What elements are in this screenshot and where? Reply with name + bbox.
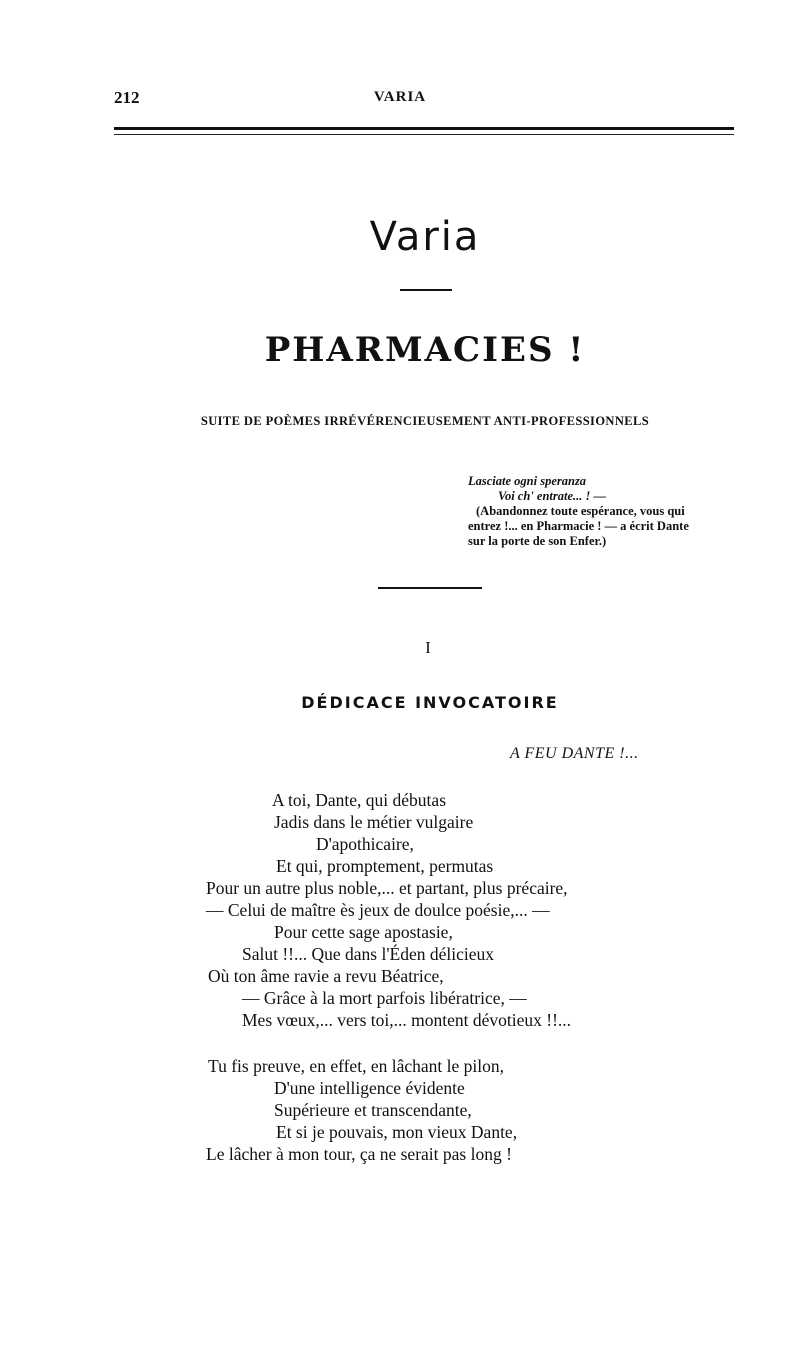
verse: Tu fis preuve, en effet, en lâchant le pilon, <box>208 1056 504 1076</box>
verse: Pour cette sage apostasie, <box>274 922 453 942</box>
poem-dedication: A FEU DANTE !... <box>510 745 639 762</box>
page-number: 212 <box>114 88 140 107</box>
epigraph-italic-line: Lasciate ogni speranza <box>468 474 587 488</box>
stanza-1 <box>206 789 766 1031</box>
header-rule-thick <box>114 127 734 130</box>
running-title: VARIA <box>373 89 427 105</box>
section-title: Varia <box>369 214 481 260</box>
section-separator <box>378 587 482 589</box>
header-rule-thin <box>114 134 734 135</box>
verse: A toi, Dante, qui débutas <box>272 790 447 810</box>
title-divider <box>400 289 452 291</box>
subtitle: SUITE DE POÈMES IRRÉVÉRENCIEUSEMENT ANTI-PROFESSIONNELS <box>200 414 650 428</box>
epigraph-line: entrez !... en Pharmacie ! — a écrit Dante <box>468 519 689 533</box>
verse: Pour un autre plus noble,... et partant, plus précaire, <box>206 878 568 898</box>
part-number: I <box>425 638 431 657</box>
verse: Jadis dans le métier vulgaire <box>274 812 474 832</box>
epigraph-italic-line: Voi ch' entrate... ! — <box>498 489 606 503</box>
verse: — Grâce à la mort parfois libératrice, — <box>242 988 527 1008</box>
main-title: PHARMACIES ! <box>264 330 586 370</box>
verse: Mes vœux,... vers toi,... montent dévotieux !!... <box>242 1010 572 1030</box>
verse: — Celui de maître ès jeux de doulce poésie,... — <box>206 900 550 920</box>
epigraph <box>468 474 758 549</box>
verse: D'apothicaire, <box>316 834 414 854</box>
stanza-2 <box>206 1055 766 1165</box>
verse: Supérieure et transcendante, <box>274 1100 472 1120</box>
verse: D'une intelligence évidente <box>274 1078 465 1098</box>
epigraph-line: sur la porte de son Enfer.) <box>468 534 607 548</box>
epigraph-line: (Abandonnez toute espérance, vous qui <box>476 504 685 518</box>
verse: Le lâcher à mon tour, ça ne serait pas long ! <box>206 1144 512 1164</box>
poem-title: DÉDICACE INVOCATOIRE <box>301 693 559 712</box>
verse: Où ton âme ravie a revu Béatrice, <box>208 966 444 986</box>
verse: Et si je pouvais, mon vieux Dante, <box>276 1122 518 1142</box>
verse: Salut !!... Que dans l'Éden délicieux <box>242 944 494 964</box>
verse: Et qui, promptement, permutas <box>276 856 494 876</box>
